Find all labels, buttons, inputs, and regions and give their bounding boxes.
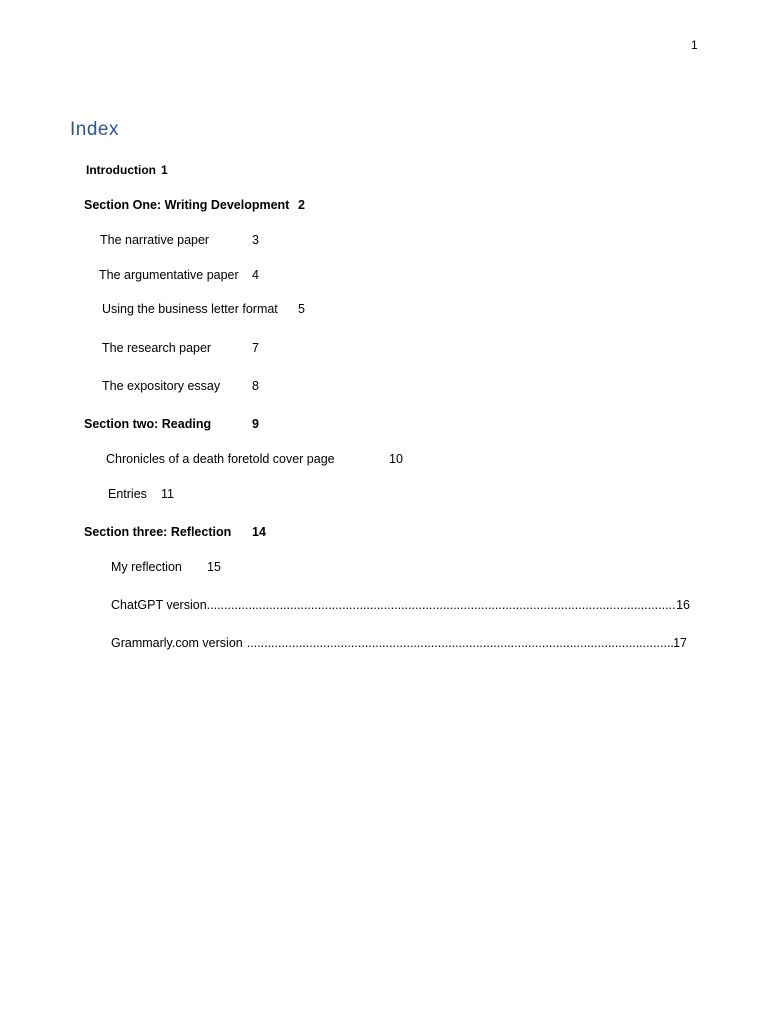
dot-leader bbox=[247, 635, 673, 651]
toc-entry-label: Section three: Reflection bbox=[84, 525, 232, 539]
toc-entry-page: 8 bbox=[252, 379, 259, 393]
toc-entry-label: The narrative paper bbox=[100, 233, 210, 247]
toc-entry-label: Chronicles of a death foretold cover page bbox=[106, 452, 335, 466]
toc-entry-page: 10 bbox=[389, 452, 403, 466]
toc-entry-page: 3 bbox=[252, 233, 259, 247]
toc-entry-grammarly-version bbox=[111, 635, 687, 651]
toc-entry-label: The argumentative paper bbox=[99, 268, 239, 282]
toc-entry-page: 15 bbox=[207, 560, 221, 574]
toc-entry-label: The research paper bbox=[102, 341, 212, 355]
toc-entry-label: Section two: Reading bbox=[84, 417, 212, 431]
toc-entry-page: 5 bbox=[298, 302, 305, 316]
toc-entry-label: The expository essay bbox=[102, 379, 221, 393]
toc-entry-label: Section One: Writing Development bbox=[84, 198, 290, 212]
toc-entry-label: Entries bbox=[108, 487, 147, 501]
toc-entry-label: Grammarly.com version bbox=[111, 636, 243, 650]
toc-entry-label: Using the business letter format bbox=[102, 302, 278, 316]
toc-entry-page: 16 bbox=[676, 598, 690, 612]
toc-entry-page: 7 bbox=[252, 341, 259, 355]
toc-entry-page: 14 bbox=[252, 525, 266, 539]
toc-entry-page: 11 bbox=[161, 487, 174, 501]
page-number: 1 bbox=[691, 38, 698, 52]
toc-entry-label: ChatGPT version bbox=[111, 598, 207, 612]
toc-entry-page: 4 bbox=[252, 268, 259, 282]
index-title: Index bbox=[70, 119, 119, 140]
dot-leader bbox=[207, 597, 676, 613]
toc-entry-page: 9 bbox=[252, 417, 259, 431]
toc-entry-label: My reflection bbox=[111, 560, 182, 574]
toc-entry-page: 2 bbox=[298, 198, 305, 212]
toc-entry-page: 1 bbox=[161, 163, 168, 177]
toc-entry-label: Introduction bbox=[86, 163, 156, 177]
toc-entry-page: 17 bbox=[673, 636, 687, 650]
toc-entry-chatgpt-version bbox=[111, 597, 690, 613]
